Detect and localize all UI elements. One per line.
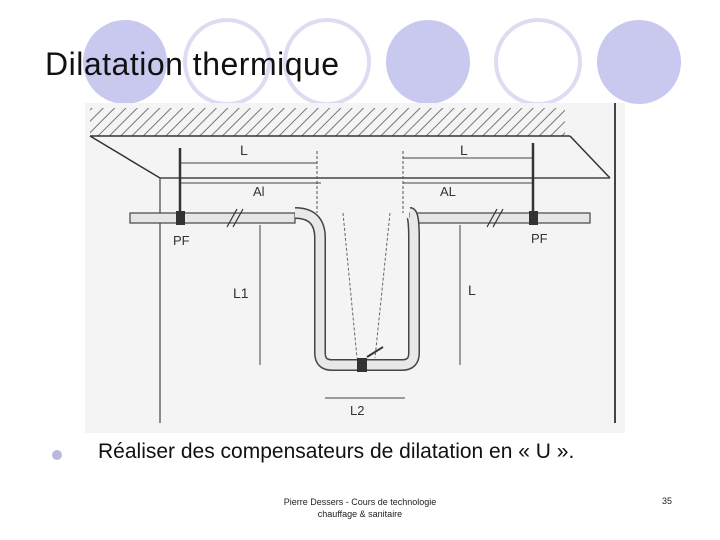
clamp-left bbox=[176, 211, 185, 225]
footer-line-2: chauffage & sanitaire bbox=[317, 509, 403, 519]
label-PF-right: PF bbox=[531, 231, 548, 246]
circle-4 bbox=[386, 20, 470, 104]
label-L1: L1 bbox=[233, 285, 249, 301]
label-delta-L-right: AL bbox=[440, 184, 456, 199]
label-delta-L-left: Al bbox=[253, 184, 265, 199]
circle-6 bbox=[597, 20, 681, 104]
label-L-right: L bbox=[460, 142, 468, 158]
circle-5 bbox=[496, 20, 580, 104]
ceiling-hatch bbox=[90, 108, 565, 136]
label-L-left: L bbox=[240, 142, 248, 158]
pipe-left bbox=[130, 213, 295, 223]
label-PF-left: PF bbox=[173, 233, 190, 248]
bullet-text: Réaliser des compensateurs de dilatation en « U ». bbox=[98, 440, 575, 463]
footer bbox=[265, 496, 455, 520]
slide-title: Dilatation thermique bbox=[45, 46, 340, 82]
clamp-bottom bbox=[357, 358, 367, 372]
u-loop-expansion-diagram bbox=[85, 103, 625, 433]
footer-line-1: Pierre Dessers - Cours de technologie bbox=[283, 497, 437, 507]
bullet-icon bbox=[52, 450, 62, 460]
page-number: 35 bbox=[662, 496, 673, 506]
diagram-background bbox=[85, 103, 625, 433]
label-L1-right: L bbox=[468, 282, 476, 298]
label-L2: L2 bbox=[350, 403, 365, 418]
clamp-right bbox=[529, 211, 538, 225]
